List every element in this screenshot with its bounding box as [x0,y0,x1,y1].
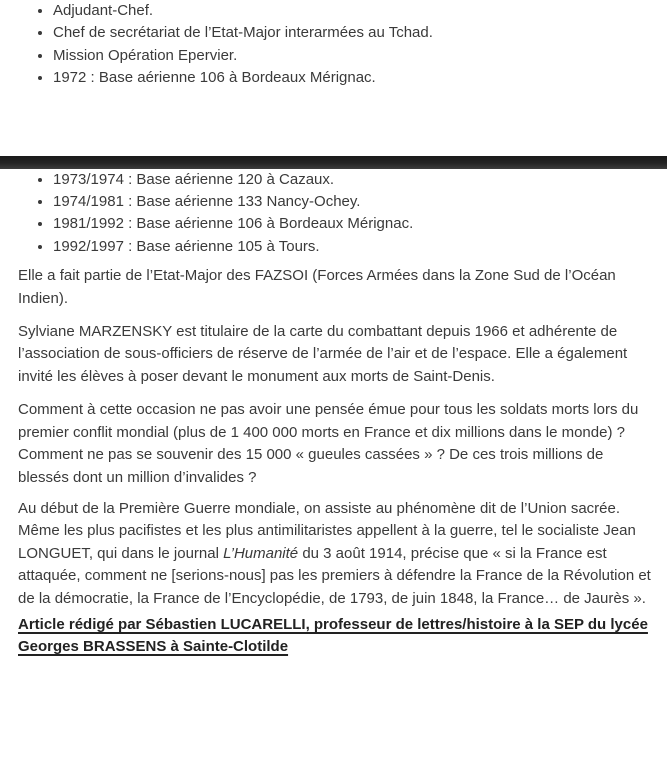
paragraph-union-sacree [18,498,655,610]
union-sacree-text-before: Au début de la Première Guerre mondiale, on assiste au phénomène dit de l’Union sacrée. Même les plus pacifistes et les plus antimilitaristes appellent à la guerre, tel le socialiste Jean LONGUET, qui dans le journal [18,499,636,562]
list-item: • Mission Opération Epervier. [53,45,655,67]
journal-title-italic: L’Humanité [223,544,299,562]
list-item: • Chef de secrétariat de l’Etat-Major interarmées au Tchad. [53,22,655,44]
list-item: • 1972 : Base aérienne 106 à Bordeaux Mérignac. [53,67,655,89]
list-item: • 1981/1992 : Base aérienne 106 à Bordeaux Mérignac. [53,213,655,235]
career-list-top [18,0,655,90]
union-sacree-text-after: du 3 août 1914, précise que « si la France est attaquée, comment ne [serions-nous] pas les premiers à défendre la France de la Révolution et de la démocratie, la France de l’Encyclopédie, de 1793, de juin 1848, la France… de Jaurès ». [18,544,651,607]
page-divider-bar [0,156,667,169]
list-item: • 1973/1974 : Base aérienne 120 à Cazaux. [53,169,655,191]
author-byline: Article rédigé par Sébastien LUCARELLI, professeur de lettres/histoire à la SEP du lycée Georges BRASSENS à Sainte-Clotilde [18,615,648,656]
paragraph-marzensky: Sylviane MARZENSKY est titulaire de la carte du combattant depuis 1966 et adhérente de l’association de sous-officiers de réserve de l’armée de l’air et de l’espace. Elle a également invité les élèves à poser devant le monument aux morts de Saint-Denis. [18,323,628,385]
list-item: • 1974/1981 : Base aérienne 133 Nancy-Ochey. [53,191,655,213]
paragraph-fazsoi: Elle a fait partie de l’Etat-Major des FAZSOI (Forces Armées dans la Zone Sud de l’Océan Indien). [18,267,616,307]
air-bases-list [18,169,655,259]
paragraph-commemoration: Comment à cette occasion ne pas avoir une pensée émue pour tous les soldats morts lors du premier conflit mondial (plus de 1 400 000 morts en France et dix millions dans le monde) ? Comment ne pas se souvenir des 15 000 « gueules cassées » ? De ces trois millions de blessés dont un million d’invalides ? [18,401,639,486]
list-item: • 1992/1997 : Base aérienne 105 à Tours. [53,236,655,258]
list-item: • Adjudant-Chef. [53,0,655,22]
